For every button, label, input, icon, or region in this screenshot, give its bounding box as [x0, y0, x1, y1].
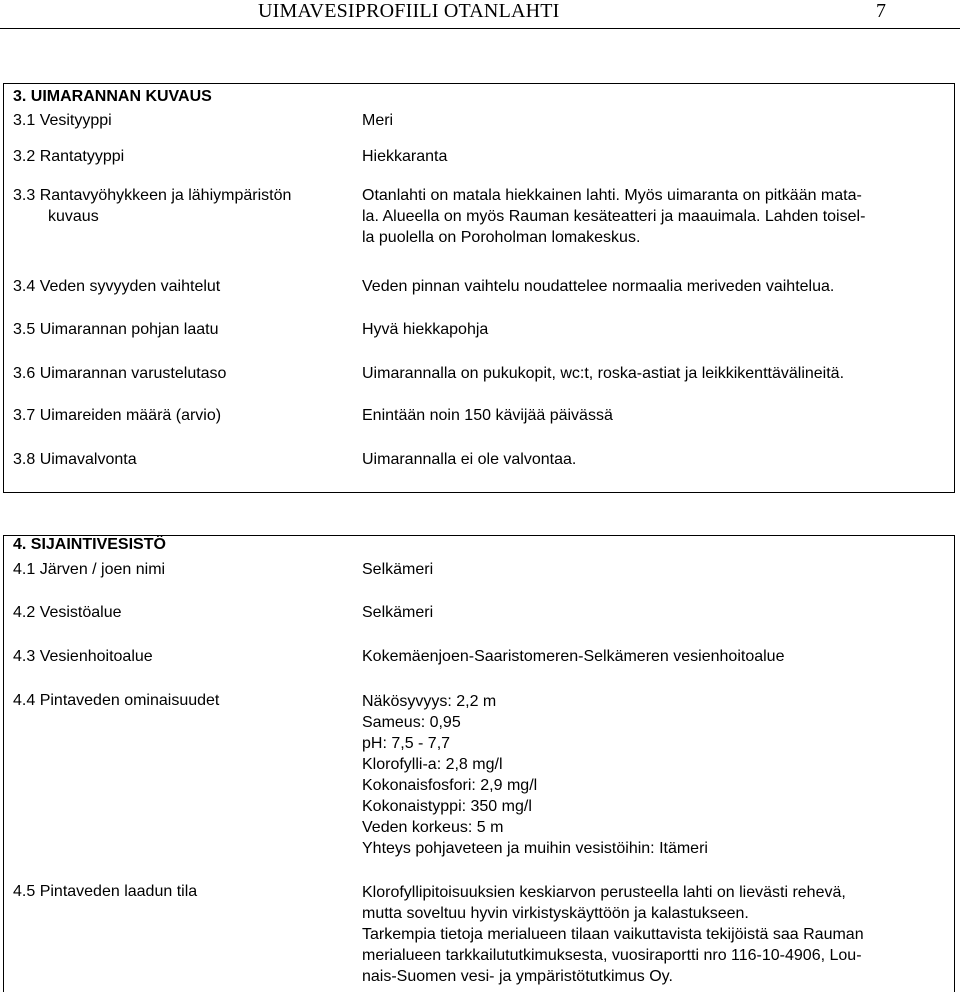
page-header [0, 0, 960, 26]
value-line: mutta soveltuu hyvin virkistyskäyttöön ja kalastukseen. [362, 905, 749, 922]
row-value: Hiekkaranta [362, 148, 448, 165]
value-line: Klorofylli-a: 2,8 mg/l [362, 756, 503, 773]
value-line: Kokonaistyppi: 350 mg/l [362, 798, 532, 815]
row-value: Selkämeri [362, 604, 434, 621]
section-4-heading: 4. SIJAINTIVESISTÖ [13, 536, 166, 553]
value-line: Tarkempia tietoja merialueen tilaan vaikuttavista tekijöistä saa Rauman [362, 926, 864, 943]
value-line: pH: 7,5 - 7,7 [362, 735, 451, 752]
value-line: Otanlahti on matala hiekkainen lahti. Myös uimaranta on pitkään mata- [362, 187, 862, 204]
row-label: 3.7 Uimareiden määrä (arvio) [13, 407, 222, 424]
value-line: Yhteys pohjaveteen ja muihin vesistöihin: Itämeri [362, 840, 708, 857]
value-line: la puolella on Poroholman lomakeskus. [362, 229, 641, 246]
row-label: 4.1 Järven / joen nimi [13, 561, 166, 578]
document-title: UIMAVESIPROFIILI OTANLAHTI [258, 0, 560, 22]
row-value [362, 882, 952, 987]
row-value: Selkämeri [362, 561, 434, 578]
row-value: Uimarannalla on pukukopit, wc:t, roska-astiat ja leikkikenttävälineitä. [362, 365, 845, 382]
value-line: Sameus: 0,95 [362, 714, 461, 731]
row-label: 3.6 Uimarannan varustelutaso [13, 365, 227, 382]
value-line: la. Alueella on myös Rauman kesäteatteri ja maauimala. Lahden toisel- [362, 208, 866, 225]
row-label: 3.1 Vesityyppi [13, 112, 112, 129]
row-label: 3.2 Rantatyyppi [13, 148, 125, 165]
section-3-box [3, 83, 955, 493]
value-line: merialueen tarkkailututkimuksesta, vuosiraportti nro 116-10-4906, Lou- [362, 947, 862, 964]
header-rule [0, 28, 960, 29]
value-line: Näkösyvyys: 2,2 m [362, 693, 497, 710]
row-label: 4.3 Vesienhoitoalue [13, 648, 153, 665]
row-label [13, 185, 343, 227]
row-value: Enintään noin 150 kävijää päivässä [362, 407, 613, 424]
row-value: Meri [362, 112, 394, 129]
value-line: nais-Suomen vesi- ja ympäristötutkimus Oy. [362, 968, 673, 985]
row-value [362, 185, 952, 248]
section-3-heading: 3. UIMARANNAN KUVAUS [13, 88, 212, 105]
row-label: 4.5 Pintaveden laadun tila [13, 883, 198, 900]
row-label-line: 3.3 Rantavyöhykkeen ja lähiympäristön [13, 187, 292, 204]
value-line: Kokonaisfosfori: 2,9 mg/l [362, 777, 538, 794]
row-label: 4.4 Pintaveden ominaisuudet [13, 692, 220, 709]
row-value: Kokemäenjoen-Saaristomeren-Selkämeren vesienhoitoalue [362, 648, 785, 665]
value-line: Klorofyllipitoisuuksien keskiarvon perusteella lahti on lievästi rehevä, [362, 884, 846, 901]
row-label: 4.2 Vesistöalue [13, 604, 122, 621]
page-number: 7 [876, 0, 886, 22]
row-label: 3.8 Uimavalvonta [13, 451, 137, 468]
value-line: Veden korkeus: 5 m [362, 819, 504, 836]
row-label: 3.5 Uimarannan pohjan laatu [13, 321, 219, 338]
row-value [362, 691, 952, 859]
row-value: Veden pinnan vaihtelu noudattelee normaalia meriveden vaihtelua. [362, 278, 835, 295]
row-value: Hyvä hiekkapohja [362, 321, 489, 338]
row-label: 3.4 Veden syvyyden vaihtelut [13, 278, 221, 295]
row-label-line: kuvaus [48, 208, 99, 225]
section-4-box [3, 535, 955, 992]
row-value: Uimarannalla ei ole valvontaa. [362, 451, 577, 468]
